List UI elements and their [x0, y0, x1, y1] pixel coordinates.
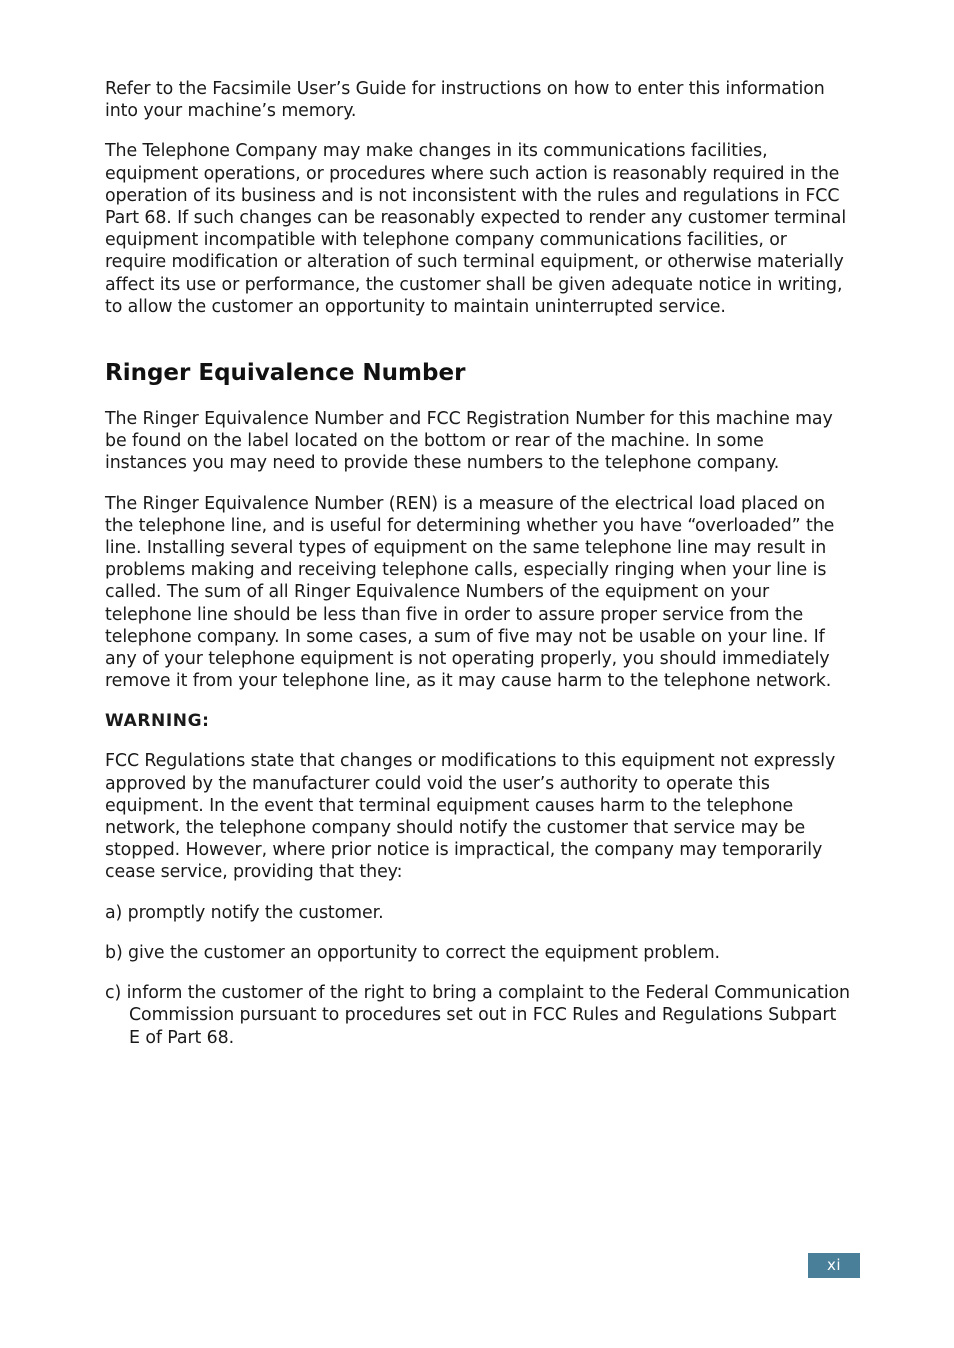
- warning-list-item-b: b) give the customer an opportunity to correct the equipment problem.: [105, 942, 720, 963]
- warning-list-item-c: c) inform the customer of the right to bring a complaint to the Federal Communication Commission pursuant to procedures set out in FCC Rules and Regulations Subpart E of Part 68.: [105, 983, 850, 1048]
- intro-paragraph-1: Refer to the Facsimile User’s Guide for instructions on how to enter this information into your machine’s memory.: [105, 79, 825, 122]
- section-heading: Ringer Equivalence Number: [105, 360, 466, 387]
- page-number-badge: xi: [808, 1253, 860, 1278]
- document-page: [105, 78, 850, 1067]
- ren-paragraph-2: The Ringer Equivalence Number (REN) is a measure of the electrical load placed on the telephone line, and is useful for determining whether you have “overloaded” the line. Installing several types of equipment on the same telephone line may result in problems making and receiving telephone calls, especially ringing when your line is called. The sum of all Ringer Equivalence Numbers of the equipment on your telephone line should be less than five in order to assure proper service from the telephone company. In some cases, a sum of five may not be usable on your line. If any of your telephone equipment is not operating properly, you should immediately remove it from your telephone line, as it may cause harm to the telephone network.: [105, 493, 835, 692]
- warning-paragraph: FCC Regulations state that changes or modifications to this equipment not expressly approved by the manufacturer could void the user’s authority to operate this equipment. In the event that terminal equipment causes harm to the telephone network, the telephone company should notify the customer that service may be stopped. However, where prior notice is impractical, the company may temporarily cease service, providing that they:: [105, 751, 836, 883]
- intro-paragraph-2: The Telephone Company may make changes in its communications facilities, equipment operations, or procedures where such action is reasonably required in the operation of its business and is not inconsistent with the rules and regulations in FCC Part 68. If such changes can be reasonably expected to render any customer terminal equipment incompatible with telephone company communications facilities, or require modification or alteration of such terminal equipment, or otherwise materially affect its use or performance, the customer shall be given adequate notice in writing, to allow the customer an opportunity to maintain uninterrupted service.: [105, 141, 847, 317]
- ren-paragraph-1: The Ringer Equivalence Number and FCC Registration Number for this machine may be found on the label located on the bottom or rear of the machine. In some instances you may need to provide these numbers to the telephone company.: [105, 409, 833, 474]
- warning-heading: WARNING:: [105, 711, 210, 732]
- warning-list-item-a: a) promptly notify the customer.: [105, 902, 384, 923]
